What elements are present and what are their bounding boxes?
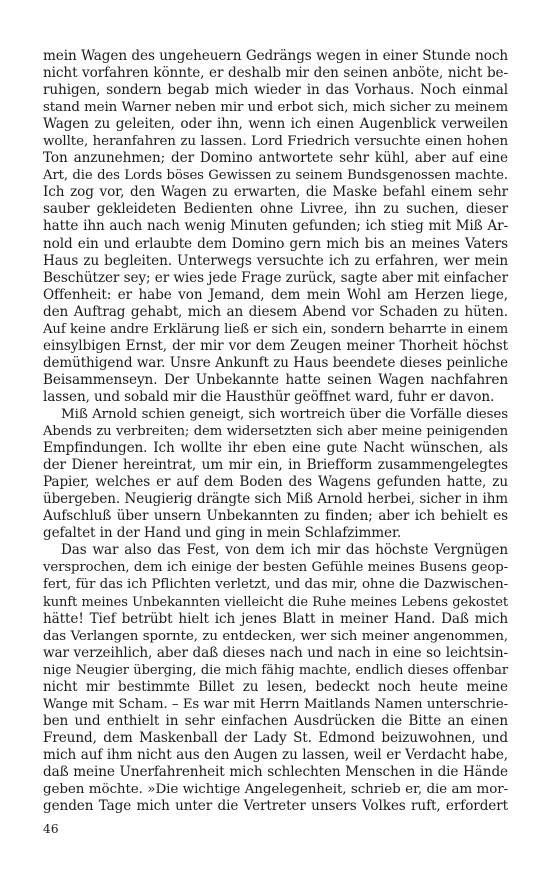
- text-line: Offenheit: er habe von Jemand, dem mein Wohl am Herzen liege,: [43, 286, 508, 303]
- text-line: übergeben. Neugierig drängte sich Miß Arnold herbei, sicher in ihm: [43, 491, 508, 508]
- text-line: daß meine Unerfahrenheit mich schlechten Menschen in die Hände: [43, 763, 508, 780]
- text-line: Miß Arnold schien geneigt, sich wortreich über die Vorfälle dieses: [61, 406, 508, 422]
- text-line: gefaltet in der Hand und ging in mein Schlafzimmer.: [43, 525, 402, 542]
- text-line: versprochen, dem ich einige der besten Gefühle meines Busens geop-: [43, 560, 508, 576]
- text-line: der Diener hereintrat, um mir ein, in Briefform zusammengelegtes: [43, 457, 508, 474]
- text-line: fert, für das ich Pflichten verletzt, und das mir, ohne die Dazwischen-: [43, 577, 508, 593]
- text-line: Aufschluß über unsern Unbekannten zu finden; aber ich behielt es: [43, 508, 508, 525]
- text-line: nold ein und erlaubte dem Domino gern mich bis an meines Vaters: [43, 235, 508, 252]
- page-body: [43, 48, 508, 815]
- text-line: war verzeihlich, aber daß dieses nach und nach in eine so leichtsin-: [43, 644, 508, 661]
- page-number: 46: [43, 822, 59, 836]
- text-line: nige Neugier überging, die mich fähig machte, endlich dieses offenbar: [43, 662, 508, 678]
- text-line: demüthigend war. Unsre Ankunft zu Haus beendete dieses peinliche: [43, 354, 508, 371]
- text-line: Freund, dem Maskenball der Lady St. Edmond beizuwohnen, und: [43, 729, 508, 746]
- text-line: geben möchte. »Die wichtige Angelegenheit, schrieb er, die am mor-: [43, 781, 508, 798]
- text-line: stand mein Warner neben mir und erbot sich, mich sicher zu meinem: [43, 100, 508, 116]
- text-line: Art, die des Lords böses Gewissen zu seinem Bundsgenossen machte.: [43, 168, 508, 184]
- text-line: Das war also das Fest, von dem ich mir das höchste Vergnügen: [61, 542, 508, 559]
- text-line: ruhigen, sondern begab mich wieder in das Vorhaus. Noch einmal: [43, 82, 508, 99]
- text-line: sauber gekleideten Bedienten ohne Livree, ihn zu suchen, dieser: [43, 201, 508, 218]
- text-line: Auf keine andre Erklärung ließ er sich ein, sondern beharrte in einem: [43, 321, 508, 337]
- text-line: Empfindungen. Ich wollte ihr eben eine gute Nacht wünschen, als: [43, 440, 508, 457]
- text-line: Papier, welches er auf dem Boden des Wagens gefunden hatte, zu: [43, 474, 508, 491]
- text-line: Haus zu begleiten. Unterwegs versuchte ich zu erfahren, wer mein: [43, 252, 508, 269]
- text-line: Wagen zu geleiten, oder ihn, wenn ich einen Augenblick verweilen: [43, 116, 508, 133]
- text-line: kunft meines Unbekannten vielleicht die Ruhe meines Lebens gekostet: [43, 594, 508, 610]
- text-line: Abends zu verbreiten; dem widersetzten sich aber meine peinigenden: [43, 424, 508, 440]
- text-line: Wange mit Scham. – Es war mit Herrn Maitlands Namen unterschrie-: [43, 696, 508, 712]
- text-line: einsylbigen Ernst, der mir vor dem Zeugen meiner Thorheit höchst: [43, 337, 508, 354]
- text-line: lassen, und sobald mir die Hausthür geöffnet ward, fuhr er davon.: [43, 388, 495, 405]
- text-line: hätte! Tief betrübt hielt ich jenes Blatt in meiner Hand. Daß mich: [43, 610, 508, 627]
- text-line: Beschützer sey; er wies jede Frage zurück, sagte aber mit einfacher: [43, 269, 508, 286]
- text-line: mein Wagen des ungeheuern Gedrängs wegen in einer Stunde noch: [43, 48, 508, 64]
- text-line: den Auftrag gehabt, mich an diesem Abend vor Schaden zu hüten.: [43, 303, 508, 320]
- text-line: nicht vorfahren könnte, er deshalb mir den seinen anböte, nicht be-: [43, 65, 508, 82]
- text-line: ben und enthielt in sehr einfachen Ausdrücken die Bitte an einen: [43, 712, 508, 729]
- text-line: das Verlangen spornte, zu entdecken, wer sich meiner angenommen,: [43, 628, 508, 644]
- text-line: Beisammenseyn. Der Unbekannte hatte seinen Wagen nachfahren: [43, 371, 508, 388]
- text-line: Ton anzunehmen; der Domino antwortete sehr kühl, aber auf eine: [43, 150, 508, 167]
- text-line: genden Tage mich unter die Vertreter unsers Volkes ruft, erfordert: [43, 798, 508, 815]
- text-line: mich auf ihm nicht aus den Augen zu lassen, weil er Verdacht habe,: [43, 746, 508, 763]
- text-line: nicht mir bestimmte Billet zu lesen, bedeckt noch heute meine: [43, 678, 508, 695]
- text-line: Ich zog vor, den Wagen zu erwarten, die Maske befahl einem sehr: [43, 184, 508, 201]
- text-line: wollte, heranfahren zu lassen. Lord Friedrich versuchte einen hohen: [43, 134, 508, 150]
- text-line: hatte ihn auch nach wenig Minuten gefunden; ich stieg mit Miß Ar-: [43, 218, 508, 235]
